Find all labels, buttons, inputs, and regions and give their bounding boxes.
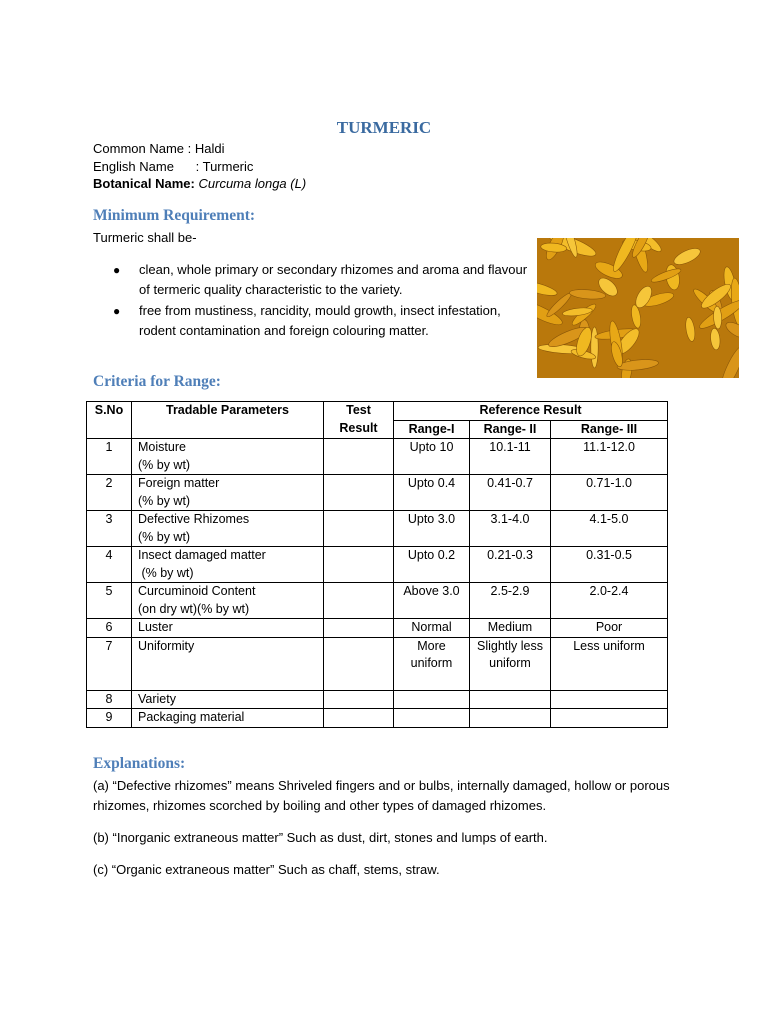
cell-param (132, 709, 324, 728)
cell-range-1: Upto 3.0 (394, 511, 470, 547)
param-name: Packaging material (138, 710, 245, 724)
common-name-value: Haldi (194, 141, 225, 156)
param-name: Luster (138, 620, 173, 634)
cell-range-3: 2.0-2.4 (551, 583, 668, 619)
param-name: Defective Rhizomes (138, 512, 250, 526)
cell-param (132, 583, 324, 619)
cell-test-result (324, 511, 394, 547)
explanation-b: (b) “Inorganic extraneous matter” Such as dust, dirt, stones and lumps of earth. (93, 830, 548, 845)
cell-range-3 (551, 709, 668, 728)
common-name-label: Common Name (93, 141, 185, 156)
cell-param (132, 439, 324, 475)
cell-range-3: 11.1-12.0 (551, 439, 668, 475)
header-param: Tradable Parameters (132, 402, 324, 439)
english-name-label: English Name (93, 159, 174, 174)
cell-param (132, 475, 324, 511)
cell-sno: 3 (87, 511, 132, 547)
common-name-line: Common Name : Haldi (93, 141, 225, 156)
cell-sno: 2 (87, 475, 132, 511)
english-name-value: Turmeric (202, 159, 254, 174)
cell-sno: 9 (87, 709, 132, 728)
cell-range-3: Less uniform (551, 637, 668, 690)
param-unit: (on dry wt)(% by wt) (138, 601, 250, 616)
table-row (87, 547, 668, 583)
criteria-heading: Criteria for Range: (93, 373, 221, 390)
header-reference-result: Reference Result (394, 402, 668, 421)
cell-range-1: Above 3.0 (394, 583, 470, 619)
criteria-table (86, 401, 668, 728)
cell-range-2: 0.41-0.7 (470, 475, 551, 511)
table-row (87, 439, 668, 475)
cell-test-result (324, 619, 394, 638)
table-header-row (87, 402, 668, 421)
cell-range-3: 4.1-5.0 (551, 511, 668, 547)
cell-range-3: 0.31-0.5 (551, 547, 668, 583)
cell-range-3 (551, 690, 668, 709)
header-sno: S.No (87, 402, 132, 439)
cell-range-3: 0.71-1.0 (551, 475, 668, 511)
header-range-3: Range- III (551, 420, 668, 439)
table-row (87, 475, 668, 511)
explanation-c: (c) “Organic extraneous matter” Such as chaff, stems, straw. (93, 862, 440, 877)
cell-range-2: 3.1-4.0 (470, 511, 551, 547)
cell-param (132, 511, 324, 547)
param-name: Uniformity (138, 638, 195, 653)
cell-range-1 (394, 709, 470, 728)
cell-sno: 6 (87, 619, 132, 638)
cell-range-1 (394, 690, 470, 709)
header-test-result: Test Result (324, 402, 394, 439)
param-unit: (% by wt) (138, 493, 191, 508)
botanical-name-value: Curcuma longa (L) (198, 176, 307, 191)
cell-param (132, 619, 324, 638)
table-row (87, 511, 668, 547)
cell-range-1: Upto 0.4 (394, 475, 470, 511)
table-row (87, 583, 668, 619)
cell-range-2 (470, 690, 551, 709)
cell-test-result (324, 583, 394, 619)
cell-range-2: 0.21-0.3 (470, 547, 551, 583)
cell-param (132, 637, 324, 690)
requirement-list (113, 260, 531, 342)
cell-test-result (324, 547, 394, 583)
cell-sno: 4 (87, 547, 132, 583)
cell-param (132, 547, 324, 583)
cell-range-2: Medium (470, 619, 551, 638)
turmeric-photo (537, 238, 739, 378)
minimum-requirement-heading: Minimum Requirement: (93, 207, 256, 224)
cell-range-2 (470, 709, 551, 728)
table-row (87, 637, 668, 690)
param-name: Insect damaged matter (138, 548, 266, 562)
cell-range-3: Poor (551, 619, 668, 638)
cell-test-result (324, 475, 394, 511)
param-name: Foreign matter (138, 476, 220, 490)
cell-test-result (324, 637, 394, 690)
cell-range-2: Slightly less uniform (470, 637, 551, 690)
cell-test-result (324, 439, 394, 475)
cell-test-result (324, 690, 394, 709)
criteria-table-body (87, 439, 668, 728)
table-row (87, 690, 668, 709)
list-item: ● free from mustiness, rancidity, mould growth, insect infestation, rodent contamination and foreign colouring matter. (113, 303, 501, 338)
param-name: Moisture (138, 440, 186, 454)
cell-param (132, 690, 324, 709)
requirement-intro: Turmeric shall be- (93, 230, 197, 245)
cell-range-1: Upto 10 (394, 439, 470, 475)
botanical-name-label: Botanical Name: (93, 176, 195, 191)
cell-range-2: 2.5-2.9 (470, 583, 551, 619)
cell-sno: 7 (87, 637, 132, 690)
bullet-icon: ● (113, 263, 121, 277)
cell-sno: 1 (87, 439, 132, 475)
cell-range-1: More uniform (394, 637, 470, 690)
param-unit: (% by wt) (138, 457, 191, 472)
table-row (87, 619, 668, 638)
header-range-2: Range- II (470, 420, 551, 439)
rhizome-shape (591, 327, 598, 368)
list-item: ● clean, whole primary or secondary rhizomes and aroma and flavour of termeric quality characteristic to the variety. (113, 262, 528, 297)
cell-test-result (324, 709, 394, 728)
table-row (87, 709, 668, 728)
param-unit: (% by wt) (138, 565, 194, 580)
explanations-heading: Explanations: (93, 755, 186, 772)
english-name-line: English Name : Turmeric (93, 159, 254, 174)
header-range-1: Range-I (394, 420, 470, 439)
botanical-name-line (93, 175, 306, 193)
bullet-icon: ● (113, 304, 121, 318)
cell-range-2: 10.1-11 (470, 439, 551, 475)
page-title: TURMERIC (336, 118, 432, 137)
cell-sno: 5 (87, 583, 132, 619)
param-unit: (% by wt) (138, 529, 191, 544)
explanation-a: (a) “Defective rhizomes” means Shriveled fingers and or bulbs, internally damaged, hollow or porous rhizomes, rhizomes scorched by boiling and other types of damaged rhizomes. (93, 778, 670, 813)
cell-range-1: Normal (394, 619, 470, 638)
param-name: Curcuminoid Content (138, 584, 256, 598)
cell-sno: 8 (87, 690, 132, 709)
param-name: Variety (138, 691, 176, 706)
cell-range-1: Upto 0.2 (394, 547, 470, 583)
